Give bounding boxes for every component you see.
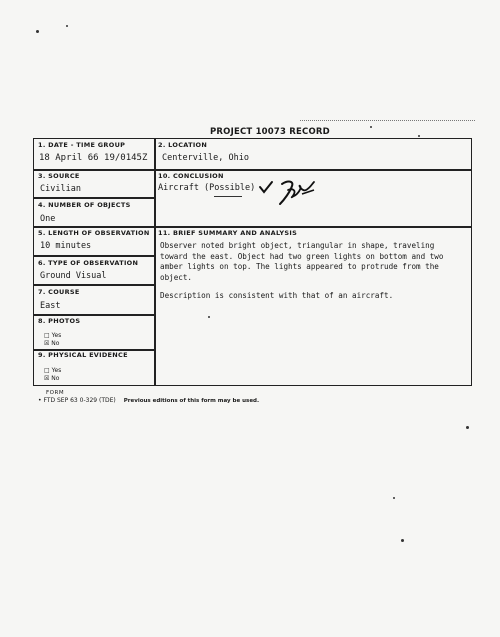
scan-speck: [370, 126, 372, 128]
photos-no-checkbox: ☒ No: [44, 340, 60, 347]
photos-yes-checkbox: □ Yes: [44, 332, 62, 339]
scan-speck: [418, 135, 420, 137]
scan-speck: [36, 30, 39, 33]
footer-note: Previous editions of this form may be used.: [123, 398, 260, 404]
conclusion-underline: [214, 196, 242, 197]
summary-paragraph: Observer noted bright object, triangular in shape, traveling toward the east. Object had two green lights on bottom and two amber lights on top. The lights appeared to protrude from the object.: [160, 241, 444, 282]
scan-speck: [401, 539, 404, 542]
row-divider: [154, 226, 471, 228]
row-divider: [34, 255, 154, 257]
scan-speck: [66, 25, 68, 27]
scan-speck: [466, 426, 469, 429]
row-divider: [34, 197, 154, 199]
row-divider: [34, 314, 154, 316]
date-value: 18 April 66 19/0145Z: [39, 153, 148, 163]
physical-no-checkbox: ☒ No: [44, 375, 60, 382]
conclusion-label: 10. CONCLUSION: [158, 172, 224, 180]
length-label: 5. LENGTH OF OBSERVATION: [38, 229, 150, 237]
row-divider: [154, 169, 471, 171]
course-label: 7. COURSE: [38, 288, 80, 296]
footer-line: • FTD SEP 63 0-329 (TDE) Previous editions of this form may be used.: [38, 397, 260, 404]
form-footer: [38, 390, 259, 404]
column-divider: [154, 139, 156, 385]
length-value: 10 minutes: [40, 241, 92, 251]
form-word: FORM: [46, 390, 65, 396]
num-objects-label: 4. NUMBER OF OBJECTS: [38, 201, 131, 209]
num-objects-value: One: [40, 214, 56, 224]
conclusion-value: Aircraft (Possible): [158, 183, 256, 193]
type-obs-label: 6. TYPE OF OBSERVATION: [38, 259, 139, 267]
source-value: Civilian: [40, 184, 81, 194]
row-divider: [34, 169, 154, 171]
location-label: 2. LOCATION: [158, 141, 208, 149]
page-title: PROJECT 10073 RECORD: [210, 127, 330, 137]
form-id: FTD SEP 63 0-329 (TDE): [43, 397, 116, 404]
course-value: East: [40, 301, 61, 311]
row-divider: [34, 226, 154, 228]
photos-label: 8. PHOTOS: [38, 317, 81, 325]
type-obs-value: Ground Visual: [40, 271, 107, 281]
summary-text: [160, 241, 465, 310]
scan-speck: [393, 497, 395, 499]
source-label: 3. SOURCE: [38, 172, 80, 180]
row-divider: [34, 284, 154, 286]
location-value: Centerville, Ohio: [162, 153, 249, 163]
summary-paragraph: Description is consistent with that of an aircraft.: [160, 291, 394, 300]
summary-label: 11. BRIEF SUMMARY AND ANALYSIS: [158, 229, 298, 237]
date-label: 1. DATE - TIME GROUP: [38, 141, 126, 149]
scan-line: [300, 120, 475, 122]
physical-yes-checkbox: □ Yes: [44, 367, 62, 374]
physical-evidence-label: 9. PHYSICAL EVIDENCE: [38, 351, 128, 359]
handwritten-initials-signature: [258, 178, 318, 208]
